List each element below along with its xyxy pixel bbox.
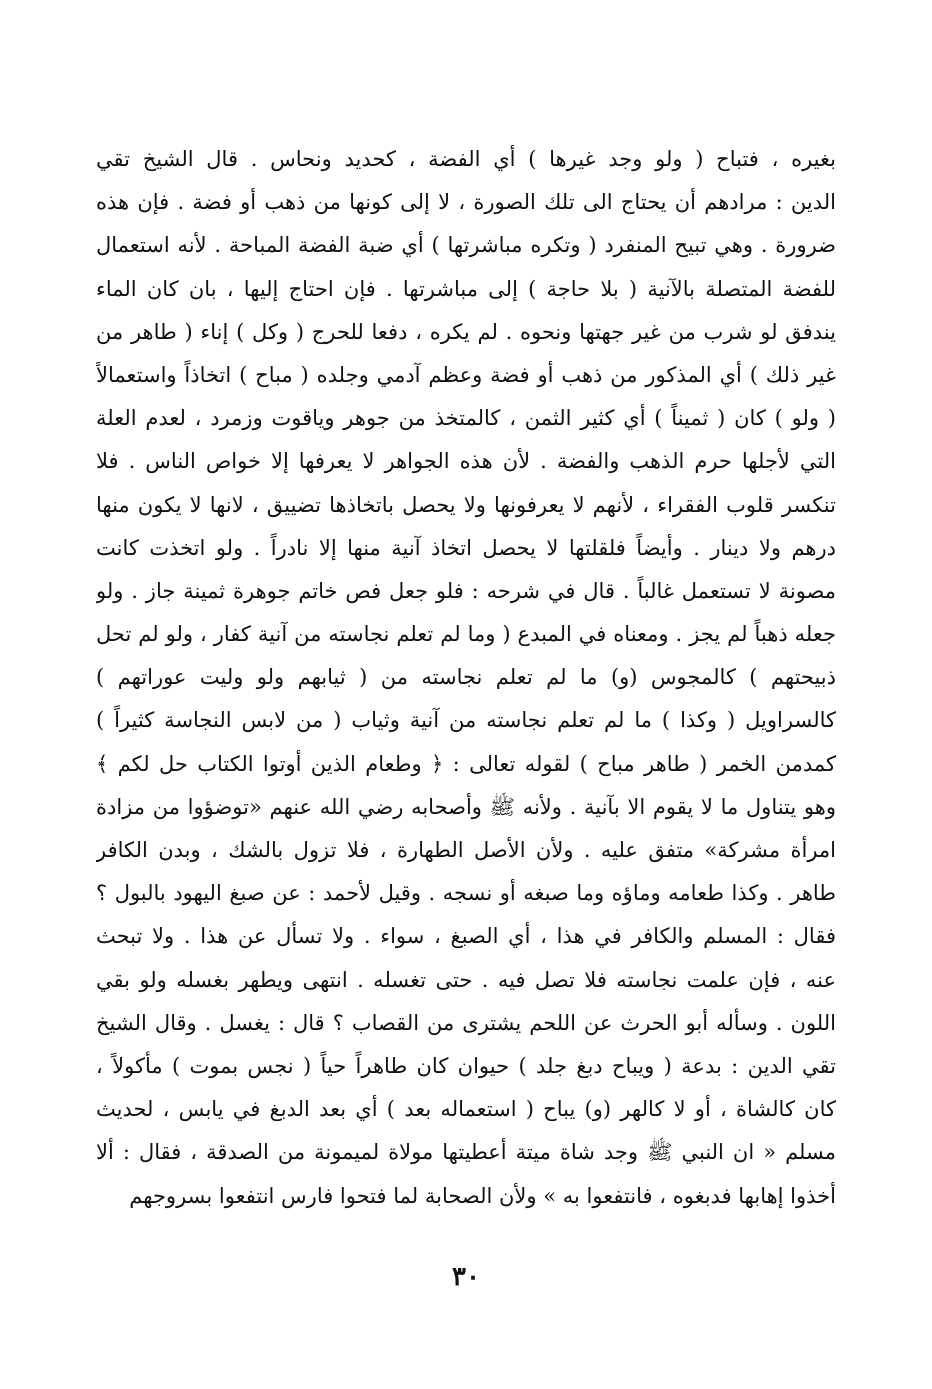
text-line: للفضة المتصلة بالآنية ( بلا حاجة ) إلى مباشرتها . فإن احتاج إليها ، بان كان الماء <box>96 276 836 301</box>
text-line: درهم ولا دينار . وأيضاً فلقلتها لا يحصل اتخاذ آنية منها إلا نادراً . ولو اتخذت كانت <box>96 535 836 560</box>
main-text <box>96 138 836 1218</box>
text-line: تقي الدين : بدعة ( ويباح دبغ جلد ) حيوان كان طاهراً حياً ( نجس بموت ) مأكولاً ، <box>96 1053 836 1078</box>
text-line: أخذوا إهابها فدبغوه ، فانتفعوا به » ولأن الصحابة لما فتحوا فارس انتفعوا بسروجهم <box>129 1183 836 1208</box>
text-line: كالسراويل ( وكذا ) ما لم تعلم نجاسته من آنية وثياب ( من لابس النجاسة كثيراً ) <box>96 708 836 733</box>
text-line: امرأة مشركة» متفق عليه . ولأن الأصل الطهارة ، فلا تزول بالشك ، وبدن الكافر <box>96 838 836 862</box>
text-line: جعله ذهباً لم يجز . ومعناه في المبدع ( وما لم تعلم نجاسته من آنية كفار ، ولو لم تحل <box>96 622 836 647</box>
text-line: عنه ، فإن علمت نجاسته فلا تصل فيه . حتى تغسله . انتهى ويطهر بغسله ولو بقي <box>96 967 836 992</box>
text-line: مسلم « ان النبي ﷺ وجد شاة ميتة أعطيتها مولاة لميمونة من الصدقة ، فقال : ألا <box>96 1140 836 1165</box>
text-line: فقال : المسلم والكافر في هذا ، أي الصبغ ، سواء . ولا تسأل عن هذا . ولا تبحث <box>96 924 836 949</box>
text-line: ذبيحتهم ) كالمجوس (و) ما لم تعلم نجاسته من ( ثيابهم ولو وليت عوراتهم ) <box>96 665 836 690</box>
text-line: الدين : مرادهم أن يحتاج الى تلك الصورة ، لا إلى كونها من ذهب أو فضة . فإن هذه <box>96 190 836 215</box>
text-line: طاهر . وكذا طعامه وماؤه وما صبغه أو نسجه . وقيل لأحمد : عن صبغ اليهود بالبول ؟ <box>96 881 836 906</box>
text-line: غير ذلك ) أي المذكور من ذهب أو فضة وعظم آدمي وجلده ( مباح ) اتخاذاً واستعمالاً <box>96 362 836 387</box>
text-line: مصونة لا تستعمل غالباً . قال في شرحه : فلو جعل فص خاتم جوهرة ثمينة جاز . ولو <box>96 578 836 603</box>
text-line: ضرورة . وهي تبيح المنفرد ( وتكره مباشرتها ) أي ضبة الفضة المباحة . لأنه استعمال <box>96 233 836 258</box>
text-line: تنكسر قلوب الفقراء ، لأنهم لا يعرفونها ولا يحصل باتخاذها تضييق ، لانها لا يكون منها <box>96 492 836 517</box>
text-line: التي لأجلها حرم الذهب والفضة . لأن هذه الجواهر لا يعرفها إلا خواص الناس . فلا <box>96 449 836 474</box>
text-line: كمدمن الخمر ( طاهر مباح ) لقوله تعالى : ﴿ وطعام الذين أوتوا الكتاب حل لكم ﴾ <box>96 751 836 776</box>
text-line: اللون . وسأله أبو الحرث عن اللحم يشترى من القصاب ؟ قال : يغسل . وقال الشيخ <box>96 1010 836 1035</box>
text-line: بغيره ، فتباح ( ولو وجد غيرها ) أي الفضة ، كحديد ونحاس . قال الشيخ تقي <box>96 147 836 171</box>
text-line: يندفق لو شرب من غير جهتها ونحوه . لم يكره ، دفعا للحرج ( وكل ) إناء ( طاهر من <box>96 319 836 344</box>
page-number: ٣٠ <box>452 1262 480 1292</box>
text-line: كان كالشاة ، أو لا كالهر (و) يباح ( استعماله بعد ) أي بعد الدبغ في يابس ، لحديث <box>96 1097 836 1122</box>
text-line: ( ولو ) كان ( ثميناً ) أي كثير الثمن ، كالمتخذ من جوهر وياقوت وزمرد ، لعدم العلة <box>96 406 836 431</box>
text-line: وهو يتناول ما لا يقوم الا بآنية . ولأنه ﷺ وأصحابه رضي الله عنهم «توضؤوا من مزادة <box>96 794 836 819</box>
